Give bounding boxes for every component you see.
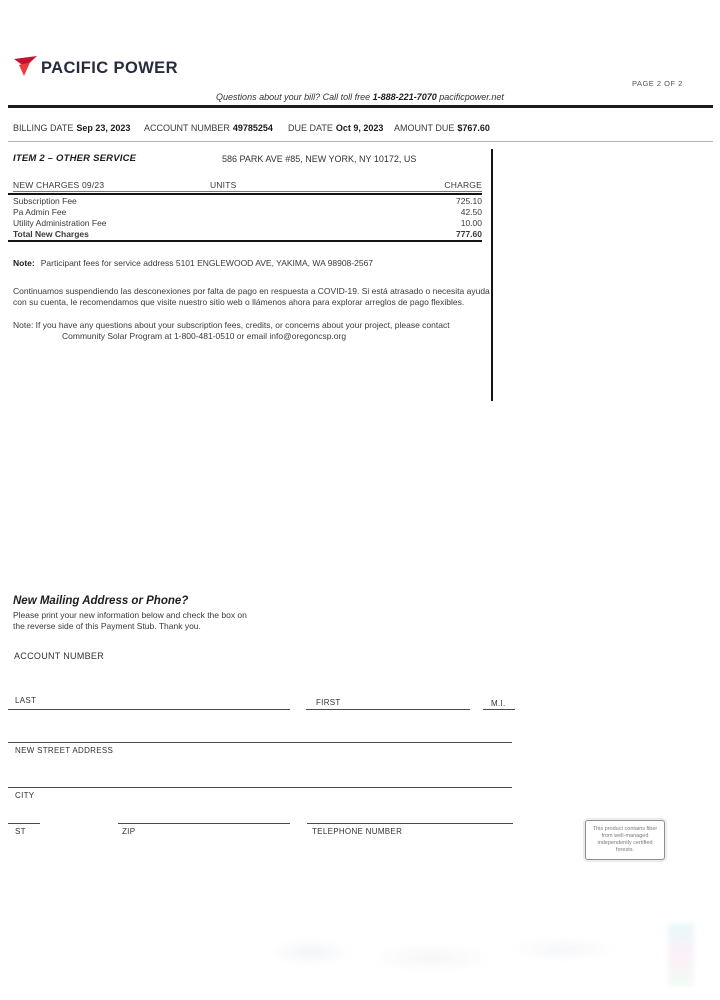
charge-label: Utility Administration Fee (13, 218, 107, 228)
support-phone-number: 1-888-221-7070 (372, 92, 437, 102)
col-header-charge: CHARGE (444, 180, 482, 190)
street-address-field-line (8, 742, 512, 743)
charge-label: Pa Admin Fee (13, 207, 67, 217)
header-divider (8, 105, 713, 108)
item-section-title: ITEM 2 – OTHER SERVICE (13, 153, 137, 164)
billing-summary-row (0, 123, 720, 135)
paper-certification-box (585, 820, 665, 860)
due-date-value: Oct 9, 2023 (335, 123, 384, 133)
scan-watermark-smudge (258, 926, 692, 984)
middle-initial-field-line (483, 709, 515, 710)
city-field-line (8, 787, 512, 788)
charge-row-utility-admin (13, 218, 482, 228)
due-date-group (288, 123, 383, 133)
community-solar-note-line2: Community Solar Program at 1-800-481-0510 or email info@oregoncsp.org (62, 331, 347, 341)
questions-text: Questions about your bill? Call toll free (216, 92, 371, 102)
spanish-covid-notice (13, 286, 499, 308)
amount-due-value: $767.60 (457, 123, 490, 133)
last-name-field-line (8, 709, 290, 710)
section-vertical-rule (491, 149, 493, 401)
scan-color-artifact (668, 924, 694, 986)
pacific-power-logo-icon (13, 56, 39, 78)
total-amount: 777.60 (456, 229, 482, 239)
billing-row-divider (8, 141, 713, 142)
stub-account-number-label: ACCOUNT NUMBER (14, 651, 105, 661)
charge-amount: 725.10 (456, 196, 482, 206)
city-label: CITY (15, 791, 35, 800)
charge-row-subscription (13, 196, 482, 206)
charge-row-pa-admin (13, 207, 482, 217)
first-name-field-line (306, 709, 470, 710)
billing-questions-line (0, 92, 720, 102)
account-number-value: 49785254 (232, 123, 273, 133)
brand-name: PACIFIC POWER (41, 59, 178, 77)
participant-note (13, 258, 373, 269)
middle-initial-label: M.I. (491, 699, 506, 708)
charge-label: Subscription Fee (13, 196, 77, 206)
service-address: 586 PARK AVE #85, NEW YORK, NY 10172, US (222, 154, 417, 164)
table-header-underline (13, 191, 482, 192)
charge-amount: 10.00 (460, 218, 482, 228)
page-number-label: PAGE 2 OF 2 (632, 79, 683, 88)
billing-date-label: BILLING DATE (13, 123, 74, 133)
stub-heading: New Mailing Address or Phone? (13, 595, 189, 607)
telephone-label: TELEPHONE NUMBER (312, 827, 403, 836)
charge-amount: 42.50 (460, 207, 482, 217)
street-address-label: NEW STREET ADDRESS (15, 746, 114, 755)
table-header-rule (8, 193, 482, 195)
stub-instructions-line2: the reverse side of this Payment Stub. Thank you. (13, 621, 201, 631)
website-url: pacificpower.net (439, 92, 504, 102)
paper-certification-text: This product contains fiber from well-managed independently certified forests. (592, 826, 658, 853)
spanish-line-2: con su cuenta, le recomendamos que visite nuestro sitio web o llámenos ahora para explorar arreglos de pago flexibles. (13, 297, 465, 307)
spanish-line-1: Continuamos suspendiendo las desconexiones por falta de pago en respuesta a COVID-19. Si está atrasado o necesita ayuda (13, 286, 490, 296)
amount-due-label: AMOUNT DUE (394, 123, 455, 133)
state-label: ST (15, 827, 26, 836)
account-number-label: ACCOUNT NUMBER (144, 123, 230, 133)
zip-field-line (118, 823, 290, 824)
participant-note-text: Participant fees for service address 5101 ENGLEWOOD AVE, YAKIMA, WA 98908-2567 (40, 258, 374, 268)
col-header-new-charges: NEW CHARGES 09/23 (13, 180, 105, 190)
zip-label: ZIP (122, 827, 136, 836)
total-label: Total New Charges (13, 229, 89, 239)
billing-date-group (13, 123, 130, 133)
note-label: Note: (13, 258, 35, 268)
first-name-label: FIRST (316, 698, 341, 707)
account-number-group (144, 123, 273, 133)
billing-date-value: Sep 23, 2023 (76, 123, 131, 133)
total-new-charges-row (13, 229, 482, 239)
last-name-label: LAST (15, 696, 37, 705)
state-field-line (8, 823, 40, 824)
due-date-label: DUE DATE (288, 123, 333, 133)
telephone-field-line (307, 823, 513, 824)
charges-table-header (13, 180, 482, 190)
stub-instructions-line1: Please print your new information below and check the box on (13, 610, 247, 620)
amount-due-group (394, 123, 490, 133)
community-solar-note-line1: Note: If you have any questions about your subscription fees, credits, or concerns about your project, please contact (13, 320, 450, 330)
col-header-units: UNITS (210, 180, 237, 190)
table-bottom-rule (8, 240, 482, 242)
